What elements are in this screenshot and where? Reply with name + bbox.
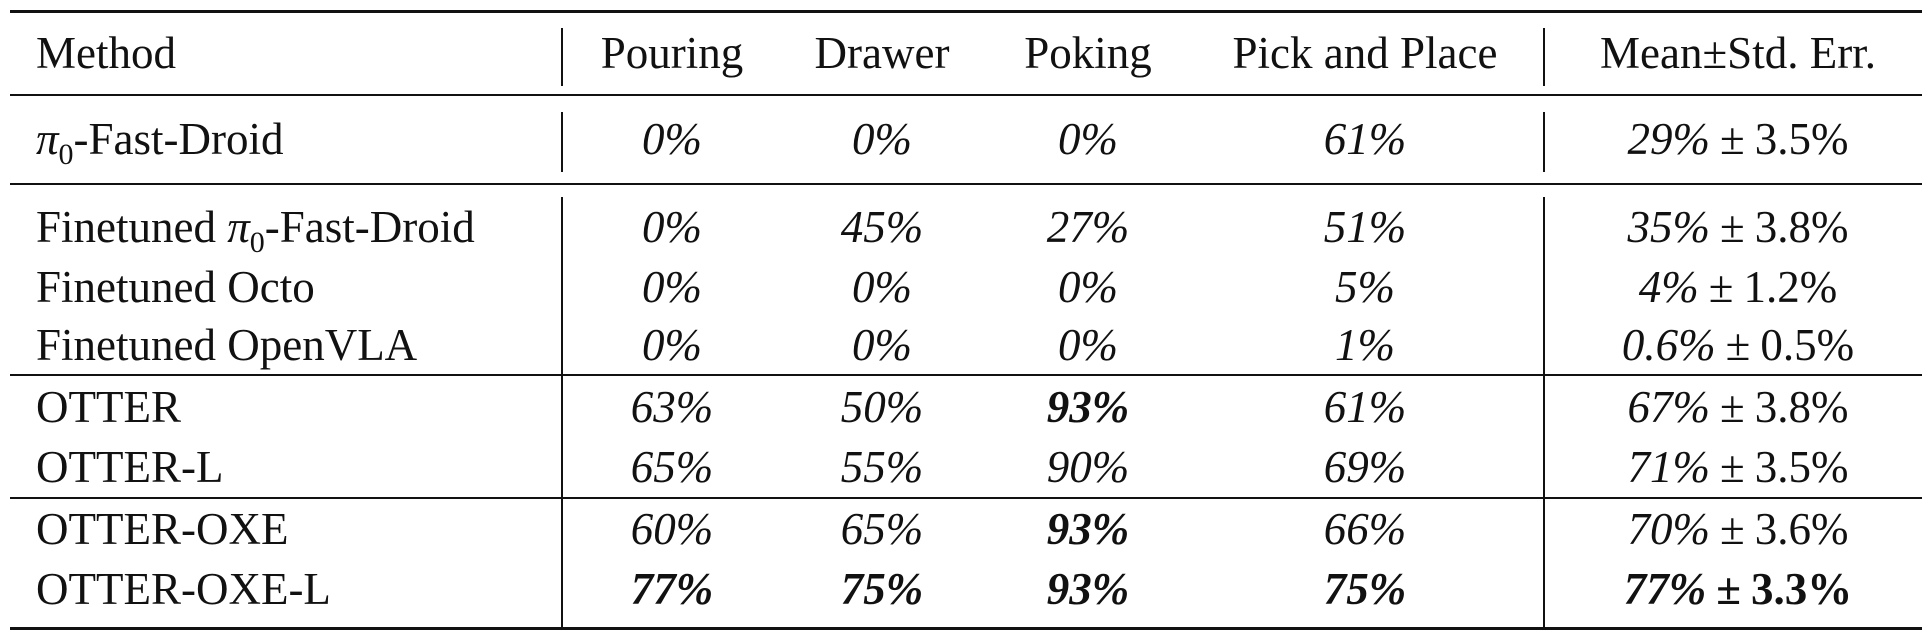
mean-divider — [1543, 197, 1545, 627]
pick-place-cell: 5% — [1335, 262, 1395, 312]
drawer-cell: 75% — [840, 564, 924, 614]
method-divider — [561, 197, 563, 627]
poking-cell: 0% — [1058, 262, 1118, 312]
method-cell: Finetuned Octo — [36, 262, 315, 312]
poking-cell: 0% — [1058, 320, 1118, 370]
mean-cell: 67% ± 3.8% — [1627, 382, 1849, 432]
top-rule — [10, 10, 1922, 13]
header-method: Method — [36, 28, 176, 78]
drawer-cell: 0% — [852, 320, 912, 370]
poking-cell: 0% — [1058, 114, 1118, 164]
mean-divider — [1543, 112, 1545, 172]
pick-place-cell: 61% — [1323, 114, 1407, 164]
pick-place-cell: 51% — [1323, 202, 1407, 252]
group3-rule — [10, 497, 1922, 499]
bottom-rule — [10, 627, 1922, 630]
poking-cell: 93% — [1046, 564, 1130, 614]
poking-cell: 93% — [1046, 504, 1130, 554]
drawer-cell: 0% — [852, 262, 912, 312]
pick-place-cell: 75% — [1323, 564, 1407, 614]
poking-cell: 90% — [1046, 442, 1130, 492]
mean-cell: 71% ± 3.5% — [1627, 442, 1849, 492]
pouring-cell: 63% — [630, 382, 714, 432]
pouring-cell: 77% — [630, 564, 714, 614]
method-cell: OTTER-OXE-L — [36, 564, 331, 614]
pouring-cell: 60% — [630, 504, 714, 554]
pick-place-cell: 69% — [1323, 442, 1407, 492]
pouring-cell: 0% — [642, 114, 702, 164]
method-cell: OTTER-L — [36, 442, 224, 492]
header-pouring: Pouring — [600, 28, 744, 78]
drawer-cell: 0% — [852, 114, 912, 164]
pouring-cell: 65% — [630, 442, 714, 492]
header-drawer: Drawer — [814, 28, 950, 78]
method-cell: OTTER — [36, 382, 181, 432]
poking-cell: 93% — [1046, 382, 1130, 432]
method-cell: Finetuned $\pi_0-Fast$-Droid — [36, 202, 475, 259]
results-table — [10, 10, 1922, 630]
mean-cell: 35% ± 3.8% — [1627, 202, 1849, 252]
pick-place-cell: 61% — [1323, 382, 1407, 432]
drawer-cell: 65% — [840, 504, 924, 554]
mean-cell: 70% ± 3.6% — [1627, 504, 1849, 554]
mean-cell: 29% ± 3.5% — [1627, 114, 1849, 164]
mean-divider — [1543, 28, 1545, 86]
drawer-cell: 50% — [840, 382, 924, 432]
group1-rule — [10, 183, 1922, 185]
mean-cell: 4% ± 1.2% — [1638, 262, 1838, 312]
method-cell: Finetuned OpenVLA — [36, 320, 418, 370]
poking-cell: 27% — [1046, 202, 1130, 252]
method-cell: $\pi_0-Fast$-Droid — [36, 114, 284, 171]
header-rule — [10, 94, 1922, 96]
pouring-cell: 0% — [642, 320, 702, 370]
header-pick-and-place: Pick and Place — [1232, 28, 1498, 78]
pick-place-cell: 66% — [1323, 504, 1407, 554]
mean-cell: 77% ± 3.3% — [1623, 564, 1853, 614]
group2-rule — [10, 374, 1922, 376]
header-mean-std-err: Mean±Std. Err. — [1600, 28, 1876, 78]
drawer-cell: 55% — [840, 442, 924, 492]
drawer-cell: 45% — [840, 202, 924, 252]
method-divider — [561, 28, 563, 86]
header-poking: Poking — [1024, 28, 1152, 78]
mean-cell: 0.6% ± 0.5% — [1621, 320, 1855, 370]
pouring-cell: 0% — [642, 202, 702, 252]
method-divider — [561, 112, 563, 172]
pouring-cell: 0% — [642, 262, 702, 312]
pick-place-cell: 1% — [1335, 320, 1395, 370]
method-cell: OTTER-OXE — [36, 504, 289, 554]
